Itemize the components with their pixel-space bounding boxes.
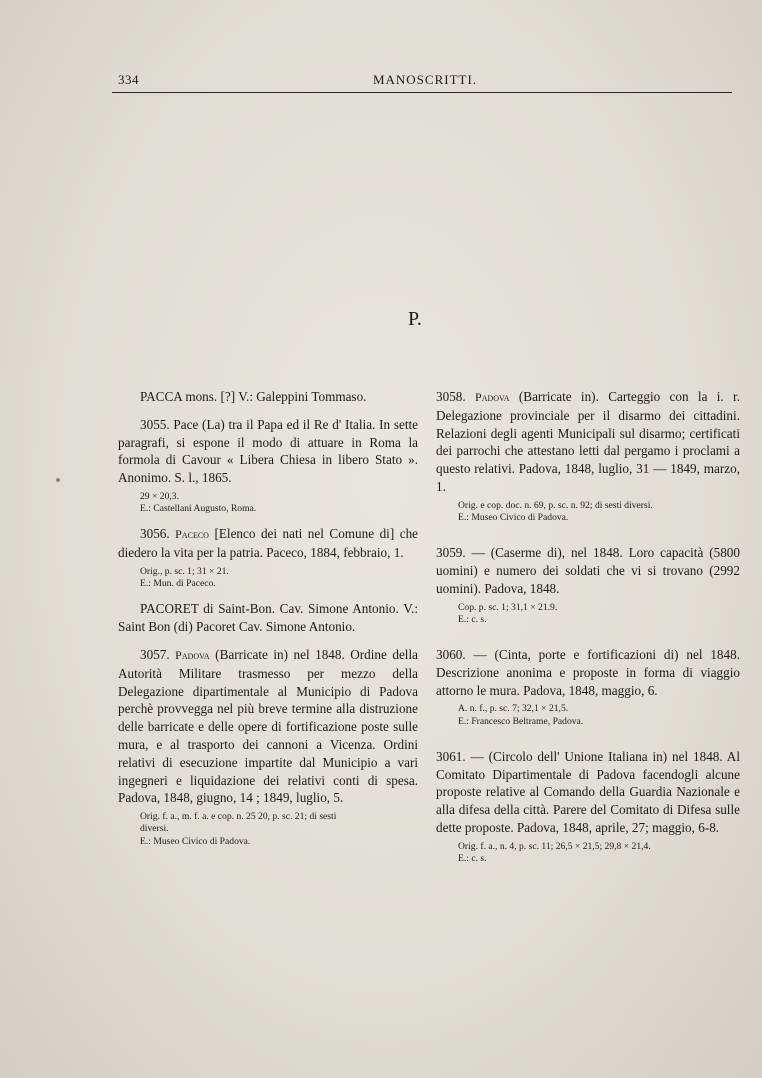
entry-number: 3059. xyxy=(436,545,466,561)
meta-line: Orig. f. a., n. 4, p. sc. 11; 26,5 × 21,5; 29,8 × 21,4. xyxy=(458,840,651,852)
entry-3058-meta xyxy=(436,500,740,524)
entry-3056 xyxy=(118,525,418,562)
entry-pacoret xyxy=(118,600,418,636)
page-title: MANOSCRITTI. xyxy=(372,72,478,87)
entry-heading: Paceco xyxy=(175,527,209,542)
entry-heading: Padova xyxy=(175,647,210,662)
meta-line: diversi. xyxy=(140,823,169,835)
entry-number: 3055. xyxy=(140,416,170,432)
entry-number: 3058. xyxy=(436,389,466,404)
header-rule xyxy=(112,92,732,93)
meta-line: E.: c. s. xyxy=(458,852,487,864)
meta-line: E.: Museo Civico di Padova. xyxy=(140,835,251,847)
meta-line: Orig., p. sc. 1; 31 × 21. xyxy=(140,565,229,577)
entry-3058 xyxy=(436,388,740,496)
entry-number: 3057. xyxy=(140,646,170,662)
entry-3055-meta xyxy=(118,491,418,515)
margin-spot xyxy=(56,478,60,482)
meta-line: Orig. e cop. doc. n. 69, p. sc. n. 92; di sesti diversi. xyxy=(458,499,653,511)
meta-line: 29 × 20,3. xyxy=(140,490,179,502)
meta-line: E.: c. s. xyxy=(458,613,487,625)
entry-text: PACCA mons. [?] V.: Galeppini Tommaso. xyxy=(140,389,367,404)
meta-line: A. n. f., p. sc. 7; 32,1 × 21,5. xyxy=(458,703,569,715)
entry-number: 3060. xyxy=(436,646,466,662)
entry-text: PACORET di Saint-Bon. Cav. Simone Antonio. V.: Saint Bon (di) Pacoret Cav. Simone Antonio. xyxy=(118,601,418,635)
entry-heading: Padova xyxy=(475,390,510,404)
left-column xyxy=(118,388,418,848)
meta-line: E.: Mun. di Paceco. xyxy=(140,578,216,590)
running-header xyxy=(118,70,732,92)
meta-line: E.: Castellani Augusto, Roma. xyxy=(140,503,257,515)
entry-3057 xyxy=(118,646,418,807)
entry-3055 xyxy=(118,416,418,487)
entry-3061-meta xyxy=(436,841,740,865)
meta-line: Orig. f. a., m. f. a. e cop. n. 25 20, p. sc. 21; di sesti xyxy=(140,811,337,823)
section-letter: P. xyxy=(408,308,422,330)
entry-3061 xyxy=(436,748,740,837)
entry-3057-meta xyxy=(118,811,418,848)
entry-number: 3061. xyxy=(436,748,466,764)
right-column xyxy=(436,388,740,865)
entry-text: Pace (La) tra il Papa ed il Re d' Italia. In sette paragrafi, si espone il modo di attuare in Roma la formola di Cavour « Libera Chiesa in libero Stato ». Anonimo. S. l., 1865. xyxy=(118,416,419,486)
entry-text: — (Circolo dell' Unione Italiana in) nel 1848. Al Comitato Dipartimentale di Padova facendogli alcune proposte relative al Comando della Guardia Nazionale e alla difesa della città. Parere del Comitato di Difesa sulle dette proposte. Padova, 1848, aprile, 27; maggio, 6-8. xyxy=(436,748,740,835)
meta-line: E.: Museo Civico di Padova. xyxy=(458,511,569,523)
entry-text: (Barricate in). Carteggio con la i. r. Delegazione provinciale per il disarmo dei cittadini. Relazioni degli agenti Municipali sul disarmo; certificati dei parrochi che attestano letti dal pergamo i proclami a questo relativi. Padova, 1848, luglio, 31 — 1849, marzo, 1. xyxy=(436,389,741,494)
entry-text: (Barricate in) nel 1848. Ordine della Autorità Militare trasmesso per mezzo della Delegazione dipartimentale al Municipio di Padova perchè provvegga nel più breve termine alla distruzione delle barricate e delle opere di fortificazione poste sulle mura, e al trasporto dei cannoni a Vicenza. Ordini relativi di esecuzione impartite dal Municipio a vari ingegneri e liquidazione dei relativi conti di spesa. Padova, 1848, giugno, 14 ; 1849, luglio, 5. xyxy=(118,646,418,806)
entry-3060 xyxy=(436,646,740,699)
entry-3060-meta xyxy=(436,703,740,727)
meta-line: Cop. p. sc. 1; 31,1 × 21.9. xyxy=(458,601,558,613)
entry-3059-meta xyxy=(436,602,740,626)
entry-pacca xyxy=(118,388,418,406)
entry-text: — (Caserme di), nel 1848. Loro capacità (5800 uomini) e numero dei soldati che vi si trovano (2992 uomini). Padova, 1848. xyxy=(436,545,740,596)
entry-3059 xyxy=(436,544,740,597)
meta-line: E.: Francesco Beltrame, Padova. xyxy=(458,715,584,727)
entry-number: 3056. xyxy=(140,526,170,542)
page-number: 334 xyxy=(118,72,139,87)
entry-text: [Elenco dei nati nel Comune di] che diedero la vita per la patria. Paceco, 1884, febbraio, 1. xyxy=(118,526,419,561)
entry-text: — (Cinta, porte e fortificazioni di) nel 1848. Descrizione anonima e proposte in forma di viaggio attorno le mura. Padova, 1848, maggio, 6. xyxy=(436,646,741,698)
entry-3056-meta xyxy=(118,566,418,590)
